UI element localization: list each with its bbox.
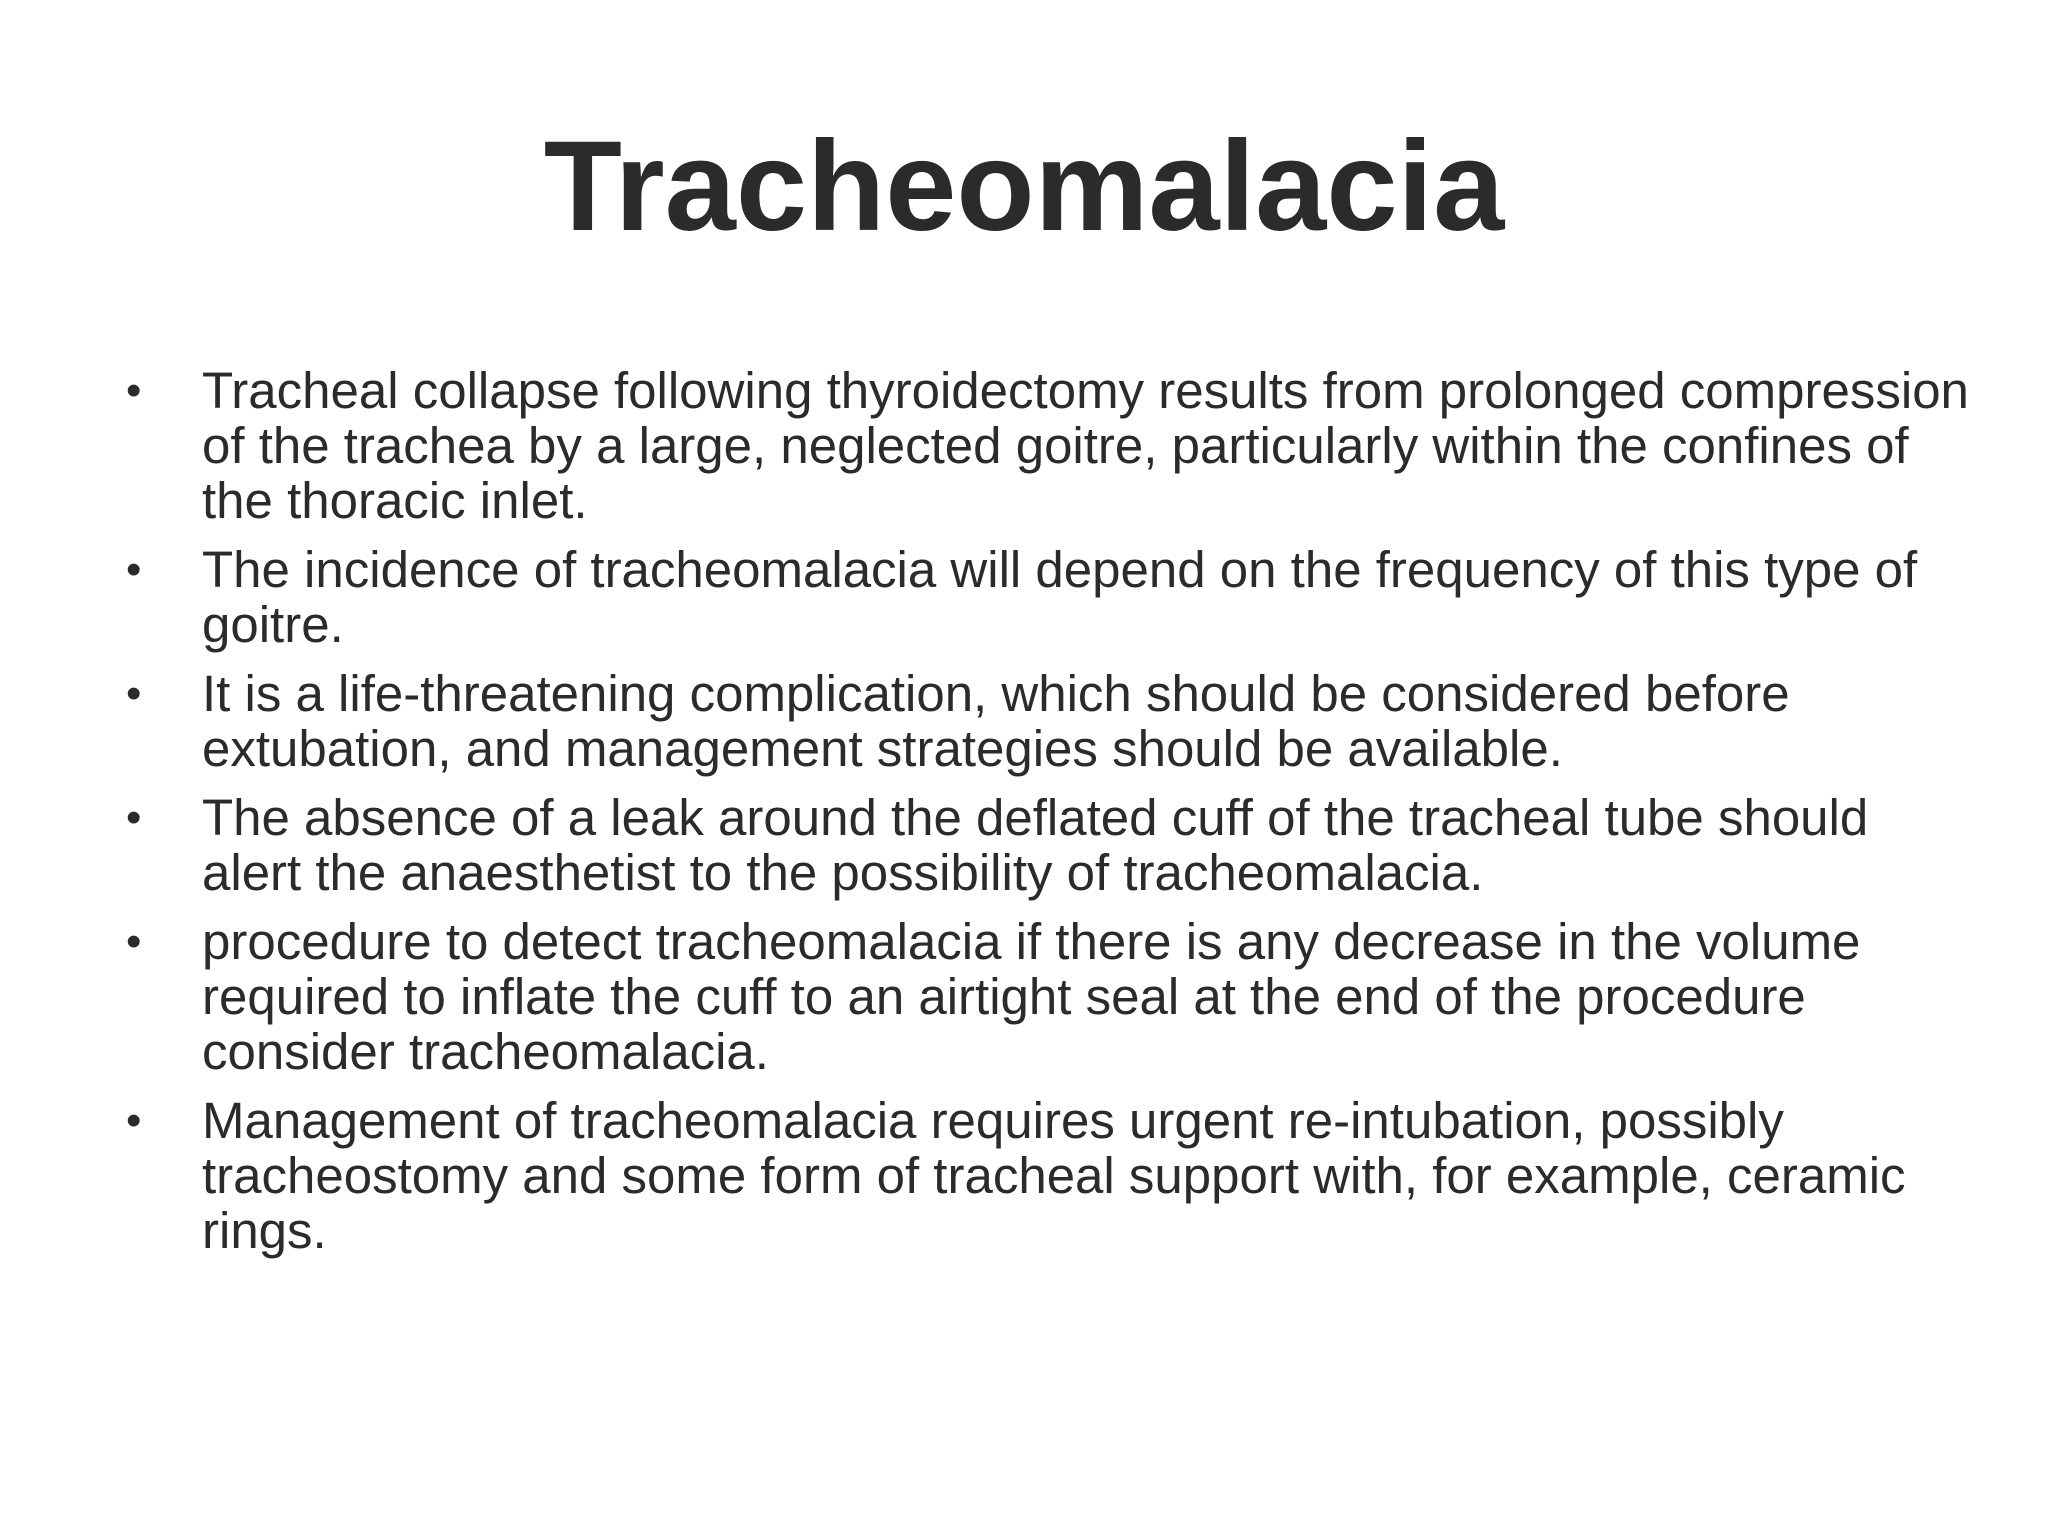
list-item <box>120 542 1980 652</box>
bullet-icon: • <box>126 669 142 718</box>
list-item <box>120 914 1980 1079</box>
bullet-text: The absence of a leak around the deflated cuff of the tracheal tube should alert the anaesthetist to the possibility of tracheomalacia. <box>202 789 1869 901</box>
bullet-icon: • <box>126 545 142 594</box>
bullet-icon: • <box>126 917 142 966</box>
list-item <box>120 363 1980 528</box>
bullet-text: Management of tracheomalacia requires urgent re-intubation, possibly tracheostomy and some form of tracheal support with, for example, ceramic rings. <box>202 1092 1906 1259</box>
bullet-icon: • <box>126 793 142 842</box>
bullet-text: procedure to detect tracheomalacia if there is any decrease in the volume required to inflate the cuff to an airtight seal at the end of the procedure consider tracheomalacia. <box>202 913 1861 1080</box>
list-item <box>120 790 1980 900</box>
bullet-text: Tracheal collapse following thyroidectomy results from prolonged compression of the trachea by a large, neglected goitre, particularly within the confines of the thoracic inlet. <box>202 362 1969 529</box>
bullet-icon: • <box>126 366 142 415</box>
bullet-text: The incidence of tracheomalacia will depend on the frequency of this type of goitre. <box>202 541 1918 653</box>
slide-title: Tracheomalacia <box>543 115 1505 258</box>
bullet-text: It is a life-threatening complication, which should be considered before extubation, and management strategies should be available. <box>202 665 1790 777</box>
list-item <box>120 1093 1980 1258</box>
bullet-list <box>120 363 1980 1272</box>
bullet-icon: • <box>126 1096 142 1145</box>
list-item <box>120 666 1980 776</box>
